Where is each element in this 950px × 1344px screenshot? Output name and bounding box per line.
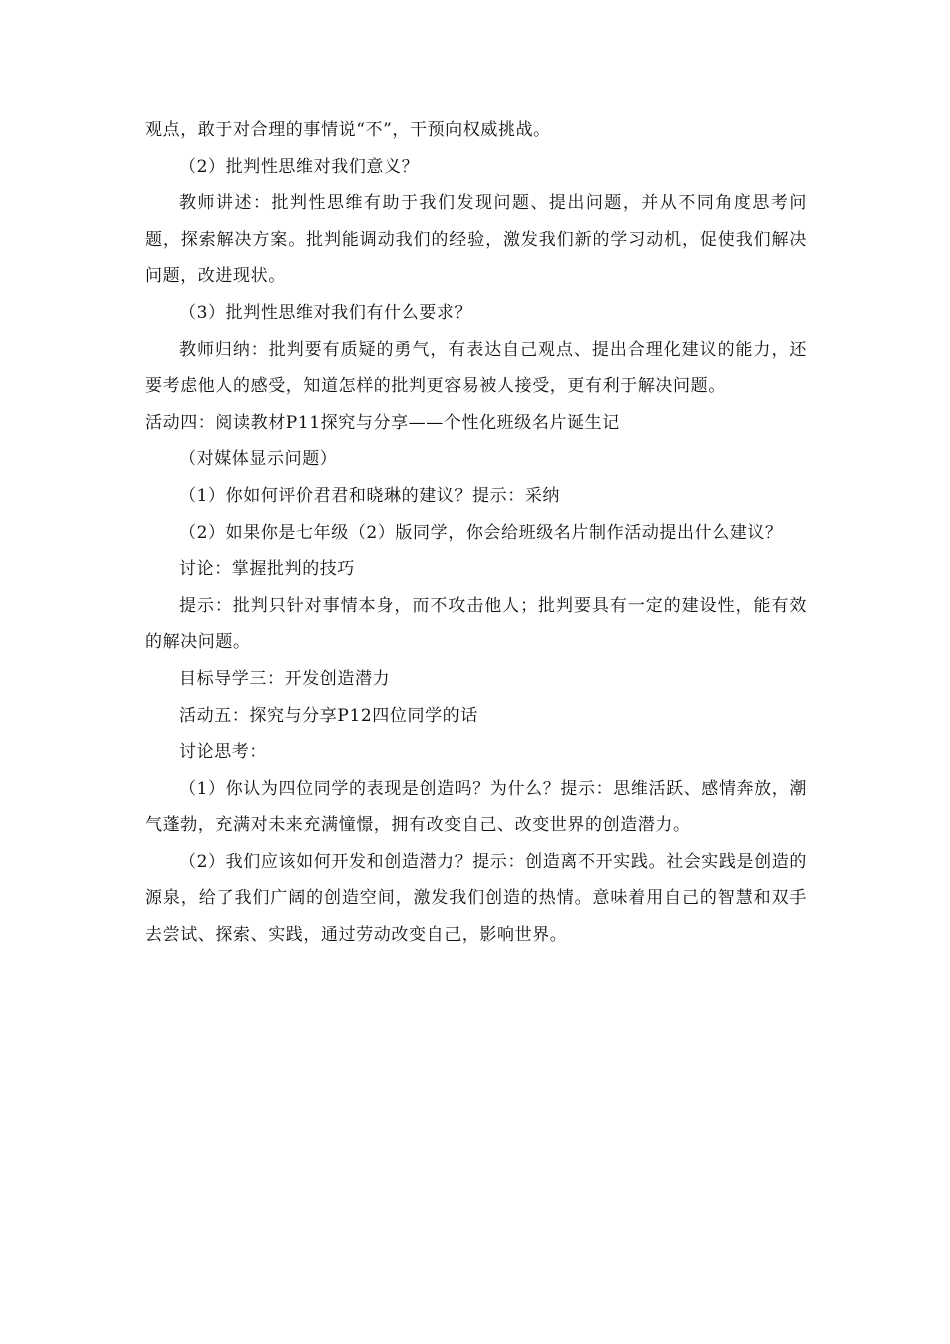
discussion-thinking-label: 讨论思考： — [179, 742, 267, 763]
activity-5-question-2: （2）我们应该如何开发和创造潜力？提示：创造离不开实践。社会实践是创造的源泉，给了我们广阔的创造空间，激发我们创造的热情。意味着用自己的智慧和双手去尝试、探索、实践，通过劳动改变自己，影响世界。 — [145, 851, 807, 946]
question-2-heading: （2）批判性思维对我们意义？ — [179, 156, 420, 177]
teacher-summary: 教师归纳：批判要有质疑的勇气，有表达自己观点、提出合理化建议的能力，还要考虑他人的感受，知道怎样的批判更容易被人接受，更有利于解决问题。 — [145, 339, 807, 397]
discussion-heading: 讨论：掌握批判的技巧 — [179, 559, 355, 580]
goal-3-heading: 目标导学三：开发创造潜力 — [179, 668, 391, 689]
activity-4-question-1: （1）你如何评价君君和晓琳的建议？提示：采纳 — [179, 485, 561, 506]
document-body — [145, 112, 807, 954]
discussion-hint: 提示：批判只针对事情本身，而不攻击他人；批判要具有一定的建设性，能有效的解决问题。 — [145, 595, 807, 653]
activity-5-heading: 活动五：探究与分享P12四位同学的话 — [179, 705, 478, 726]
activity-5-question-1: （1）你认为四位同学的表现是创造吗？为什么？提示：思维活跃、感情奔放，潮气蓬勃，充满对未来充满憧憬，拥有改变自己、改变世界的创造潜力。 — [145, 778, 807, 836]
teacher-explanation: 教师讲述：批判性思维有助于我们发现问题、提出问题，并从不同角度思考问题，探索解决方案。批判能调动我们的经验，激发我们新的学习动机，促使我们解决问题，改进现状。 — [145, 193, 807, 287]
activity-4-heading: 活动四：阅读教材P11探究与分享——个性化班级名片诞生记 — [145, 412, 620, 433]
question-3-heading: （3）批判性思维对我们有什么要求？ — [179, 302, 473, 323]
activity-4-question-2: （2）如果你是七年级（2）版同学，你会给班级名片制作活动提出什么建议？ — [179, 522, 783, 543]
media-note: （对媒体显示问题） — [179, 449, 338, 470]
paragraph-continuation: 观点，敢于对合理的事情说“不”，干预向权威挑战。 — [145, 120, 551, 140]
